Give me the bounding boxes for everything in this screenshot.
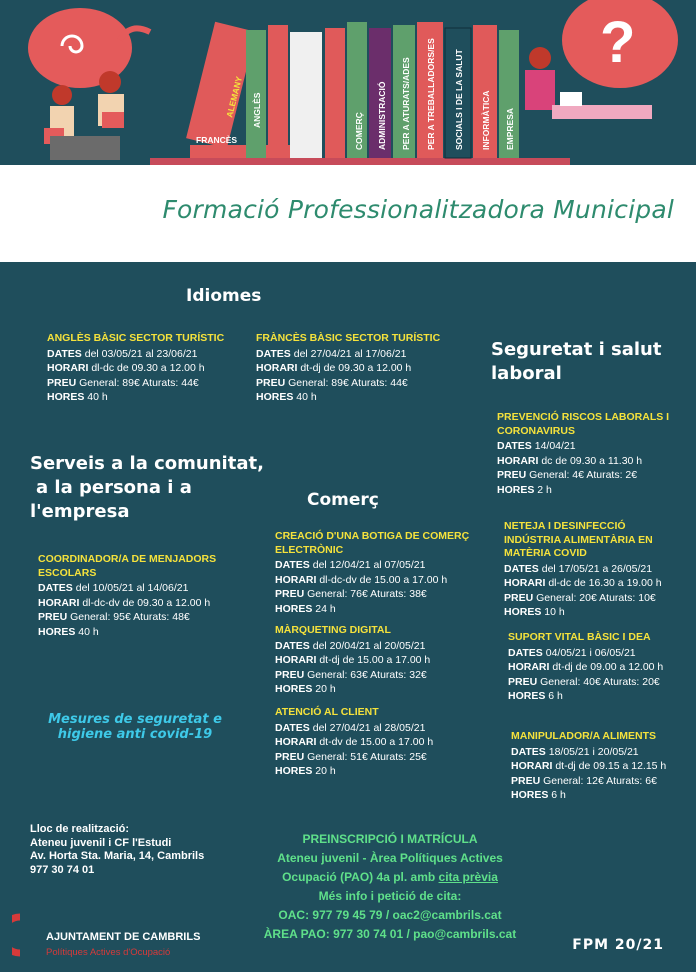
course-card (275, 624, 485, 697)
course-hores (38, 625, 238, 640)
location-line1: Ateneu juvenil i CF l'Estudi (30, 836, 172, 849)
course-dates-value: del 12/04/21 al 07/05/21 (312, 559, 426, 571)
course-preu (275, 668, 485, 683)
section-title-seguretat-line1: Seguretat i salut (491, 339, 662, 360)
location-block (30, 823, 204, 877)
book-label: EMPRESA (505, 107, 515, 150)
course-horari-label: HORARI (497, 454, 539, 467)
course-hores (508, 689, 688, 704)
covid-note-line2: higiene anti covid-19 (57, 727, 213, 742)
ajuntament-logo (12, 912, 222, 962)
course-title: CREACIÓ D'UNA BOTIGA DE COMERÇ ELECTRÒNIC (275, 530, 470, 556)
course-hores-label: HORES (508, 690, 546, 702)
course-hores-value: 40 h (296, 391, 317, 403)
course-dates-value: del 27/04/21 al 17/06/21 (293, 347, 407, 360)
course-preu (504, 591, 684, 606)
course-dates-value: del 27/04/21 al 28/05/21 (312, 721, 426, 734)
location-address: Av. Horta Sta. Maria, 14, Cambrils (30, 850, 205, 862)
course-horari (47, 361, 247, 376)
course-horari (508, 660, 688, 675)
course-horari-label: HORARI (511, 760, 553, 772)
section-title-serveis-line2: a la persona i a (36, 477, 192, 498)
course-preu (511, 774, 691, 789)
course-dates-label: DATES (497, 440, 532, 452)
course-dates-value: del 10/05/21 al 14/06/21 (75, 582, 189, 594)
pao-contact: ÀREA PAO: 977 30 74 01 / pao@cambrils.cat (263, 927, 517, 941)
course-horari-label: HORARI (47, 362, 89, 374)
logo-name: AJUNTAMENT DE CAMBRILS (46, 931, 201, 943)
course-horari (256, 361, 456, 376)
course-preu-label: PREU (256, 376, 286, 389)
course-dates (508, 646, 688, 661)
course-horari-label: HORARI (38, 596, 80, 609)
course-preu-value: General: 40€ Aturats: 20€ (540, 675, 660, 688)
course-hores-label: HORES (275, 683, 313, 695)
course-hores-value: 6 h (551, 789, 566, 801)
course-card (275, 706, 485, 779)
course-preu (275, 750, 485, 765)
course-preu-label: PREU (275, 750, 305, 763)
book-label: INFORMÀTICA (481, 90, 491, 150)
course-hores-label: HORES (275, 602, 313, 615)
course-preu-value: General: 89€ Aturats: 44€ (79, 376, 199, 389)
course-horari (275, 653, 485, 668)
section-title-serveis (30, 452, 264, 524)
course-card (511, 730, 691, 803)
course-card (508, 631, 688, 704)
course-dates-label: DATES (275, 639, 310, 652)
course-horari-value: dl-dc de 16.30 a 19.00 h (548, 577, 662, 589)
header-banner (0, 0, 696, 262)
course-horari-label: HORARI (504, 577, 546, 589)
course-preu (508, 675, 688, 690)
course-title: MÀRQUETING DIGITAL (275, 624, 391, 636)
course-dates-label: DATES (275, 721, 310, 734)
book-label: PER A ATURATS/ADES (401, 57, 411, 150)
course-hores-value: 40 h (78, 625, 99, 638)
course-horari-value: dl-dc de 09.30 a 12.00 h (91, 362, 205, 374)
cambrils-c-icon (12, 917, 20, 953)
book-label: ALEMANY (224, 75, 245, 119)
course-hores-value: 20 h (315, 683, 336, 695)
preinscription-line2 (225, 868, 555, 887)
section-title-serveis-line3: l'empresa (30, 501, 130, 522)
course-horari-value: dt-dj de 09.00 a 12.00 h (552, 661, 664, 673)
course-horari-value: dt-dj de 09.15 a 12.15 h (555, 760, 667, 772)
course-preu-label: PREU (275, 588, 305, 600)
course-horari-value: dt-dj de 09.30 a 12.00 h (300, 362, 412, 374)
course-preu-value: General: 63€ Aturats: 32€ (307, 668, 427, 681)
course-preu (497, 468, 677, 483)
preinscription-heading: PREINSCRIPCIÓ I MATRÍCULA (302, 832, 478, 846)
course-preu-label: PREU (38, 611, 68, 623)
course-preu (47, 376, 247, 391)
course-dates-value: del 20/04/21 al 20/05/21 (312, 639, 426, 652)
course-horari-value: dl-dc-dv de 15.00 a 17.00 h (319, 573, 448, 586)
course-hores (47, 390, 247, 405)
course-card (38, 553, 238, 639)
course-preu-value: General: 12€ Aturats: 6€ (543, 774, 657, 787)
course-dates (275, 558, 485, 573)
course-dates-value: del 03/05/21 al 23/06/21 (84, 347, 198, 360)
course-horari-label: HORARI (275, 573, 317, 586)
course-title: ATENCIÓ AL CLIENT (275, 706, 379, 718)
course-hores-label: HORES (497, 483, 535, 496)
course-hores-value: 10 h (544, 606, 565, 618)
location-heading: Lloc de realització: (30, 823, 130, 835)
course-dates-label: DATES (47, 347, 82, 360)
book-label: COMERÇ (354, 112, 364, 150)
course-preu-label: PREU (497, 469, 527, 481)
course-hores-value: 20 h (315, 765, 336, 777)
course-preu (275, 587, 485, 602)
covid-note (30, 712, 240, 742)
course-hores-label: HORES (511, 789, 549, 801)
course-dates (511, 745, 691, 760)
course-title: COORDINADOR/A DE MENJADORS ESCOLARS (38, 553, 217, 579)
course-hores-label: HORES (38, 625, 76, 638)
course-preu-label: PREU (504, 591, 534, 604)
book-label: ADMINISTRACIÓ (377, 81, 387, 150)
course-dates-value: del 17/05/21 a 26/05/21 (541, 562, 653, 575)
course-preu-value: General: 76€ Aturats: 38€ (307, 588, 427, 600)
course-preu (38, 610, 238, 625)
course-horari (511, 759, 691, 774)
course-preu-label: PREU (511, 774, 541, 787)
section-title-comerc: Comerç (307, 490, 379, 510)
course-horari (275, 735, 485, 750)
course-preu-value: General: 51€ Aturats: 25€ (307, 750, 427, 763)
course-horari-label: HORARI (275, 736, 317, 748)
course-card (497, 411, 677, 497)
course-horari-label: HORARI (275, 654, 317, 666)
preinscription-line1: Ateneu juvenil - Àrea Polítiques Actives (277, 851, 503, 865)
course-dates-value: 18/05/21 i 20/05/21 (548, 745, 639, 758)
course-preu (256, 376, 456, 391)
course-preu-value: General: 95€ Aturats: 48€ (70, 611, 190, 623)
course-preu-value: General: 20€ Aturats: 10€ (536, 591, 656, 604)
course-dates (47, 347, 247, 362)
logo-subtitle: Polítiques Actives d'Ocupació (46, 947, 171, 958)
book-label: ANGLÈS (252, 92, 262, 128)
course-dates (497, 439, 677, 454)
course-horari-label: HORARI (256, 362, 298, 374)
course-dates-label: DATES (38, 582, 73, 594)
course-horari-value: dc de 09.30 a 11.30 h (541, 454, 643, 467)
covid-note-line1: Mesures de seguretat e (48, 712, 222, 727)
course-hores (511, 788, 691, 803)
course-horari (497, 454, 677, 469)
course-hores (504, 605, 684, 620)
book-label: SOCIALS I DE LA SALUT (454, 49, 464, 150)
course-horari-value: dt-dv de 15.00 a 17.00 h (319, 736, 434, 748)
section-title-seguretat-line2: laboral (491, 363, 562, 384)
course-hores (256, 390, 456, 405)
course-dates (275, 639, 485, 654)
course-horari (504, 576, 684, 591)
svg-text:?: ? (600, 10, 636, 75)
preinscription-block (225, 830, 555, 944)
course-dates-label: DATES (275, 559, 310, 571)
course-title: FRÀNCÈS BÀSIC SECTOR TURÍSTIC (256, 332, 441, 344)
course-card (47, 332, 247, 405)
course-dates-value: 04/05/21 i 06/05/21 (545, 646, 636, 659)
course-horari-label: HORARI (508, 661, 550, 673)
course-card (275, 530, 485, 616)
course-preu-label: PREU (47, 376, 77, 389)
course-preu-label: PREU (275, 668, 305, 681)
course-horari (275, 573, 485, 588)
header-title: Formació Professionalitzadora Municipal (162, 195, 674, 224)
course-dates (504, 562, 684, 577)
course-hores-label: HORES (256, 391, 294, 403)
cita-previa-link[interactable]: cita prèvia (438, 870, 498, 884)
book-label: FRANCÈS (196, 135, 238, 145)
course-dates-label: DATES (511, 745, 546, 758)
oac-contact: OAC: 977 79 45 79 / oac2@cambrils.cat (278, 908, 502, 922)
course-dates (275, 721, 485, 736)
course-title: NETEJA I DESINFECCIÓ INDÚSTRIA ALIMENTÀRIA EN MATÈRIA COVID (504, 520, 653, 559)
course-dates-label: DATES (504, 562, 539, 575)
section-title-idiomes: Idiomes (186, 286, 262, 306)
course-preu-value: General: 89€ Aturats: 44€ (288, 376, 408, 389)
course-horari (38, 596, 238, 611)
course-card (256, 332, 456, 405)
course-hores-label: HORES (47, 391, 85, 403)
course-title: PREVENCIÓ RISCOS LABORALS I CORONAVIRUS (497, 411, 670, 437)
course-hores-value: 2 h (537, 483, 552, 496)
course-title: ANGLÈS BÀSIC SECTOR TURÍSTIC (47, 332, 225, 344)
course-dates (38, 581, 238, 596)
course-dates-label: DATES (508, 646, 543, 659)
course-horari-value: dl-dc-dv de 09.30 a 12.00 h (82, 596, 211, 609)
course-hores (275, 602, 485, 617)
course-hores (497, 483, 677, 498)
course-hores (275, 682, 485, 697)
course-hores-value: 40 h (87, 391, 108, 403)
preinscription-line2-text: Ocupació (PAO) 4a pl. amb (282, 870, 436, 884)
course-horari-value: dt-dj de 15.00 a 17.00 h (319, 654, 431, 666)
course-preu-label: PREU (508, 675, 538, 688)
course-hores-label: HORES (275, 765, 313, 777)
course-preu-value: General: 4€ Aturats: 2€ (529, 469, 638, 481)
books-illustration (0, 0, 696, 165)
course-title: MANIPULADOR/A ALIMENTS (511, 730, 657, 742)
course-title: SUPORT VITAL BÀSIC I DEA (508, 631, 651, 643)
course-dates-value: 14/04/21 (534, 440, 576, 452)
course-dates (256, 347, 456, 362)
footer-code: FPM 20/21 (572, 937, 664, 953)
course-dates-label: DATES (256, 347, 291, 360)
course-hores-value: 6 h (548, 690, 563, 702)
course-hores (275, 764, 485, 779)
section-title-seguretat (491, 338, 661, 386)
course-card (504, 520, 684, 620)
book-label: PER A TREBALLADORS/ES (426, 38, 436, 150)
section-title-serveis-line1: Serveis a la comunitat, (30, 453, 264, 474)
course-hores-label: HORES (504, 606, 542, 618)
preinscription-line3: Més info i petició de cita: (318, 889, 462, 903)
course-hores-value: 24 h (315, 602, 336, 615)
location-phone: 977 30 74 01 (30, 863, 95, 876)
